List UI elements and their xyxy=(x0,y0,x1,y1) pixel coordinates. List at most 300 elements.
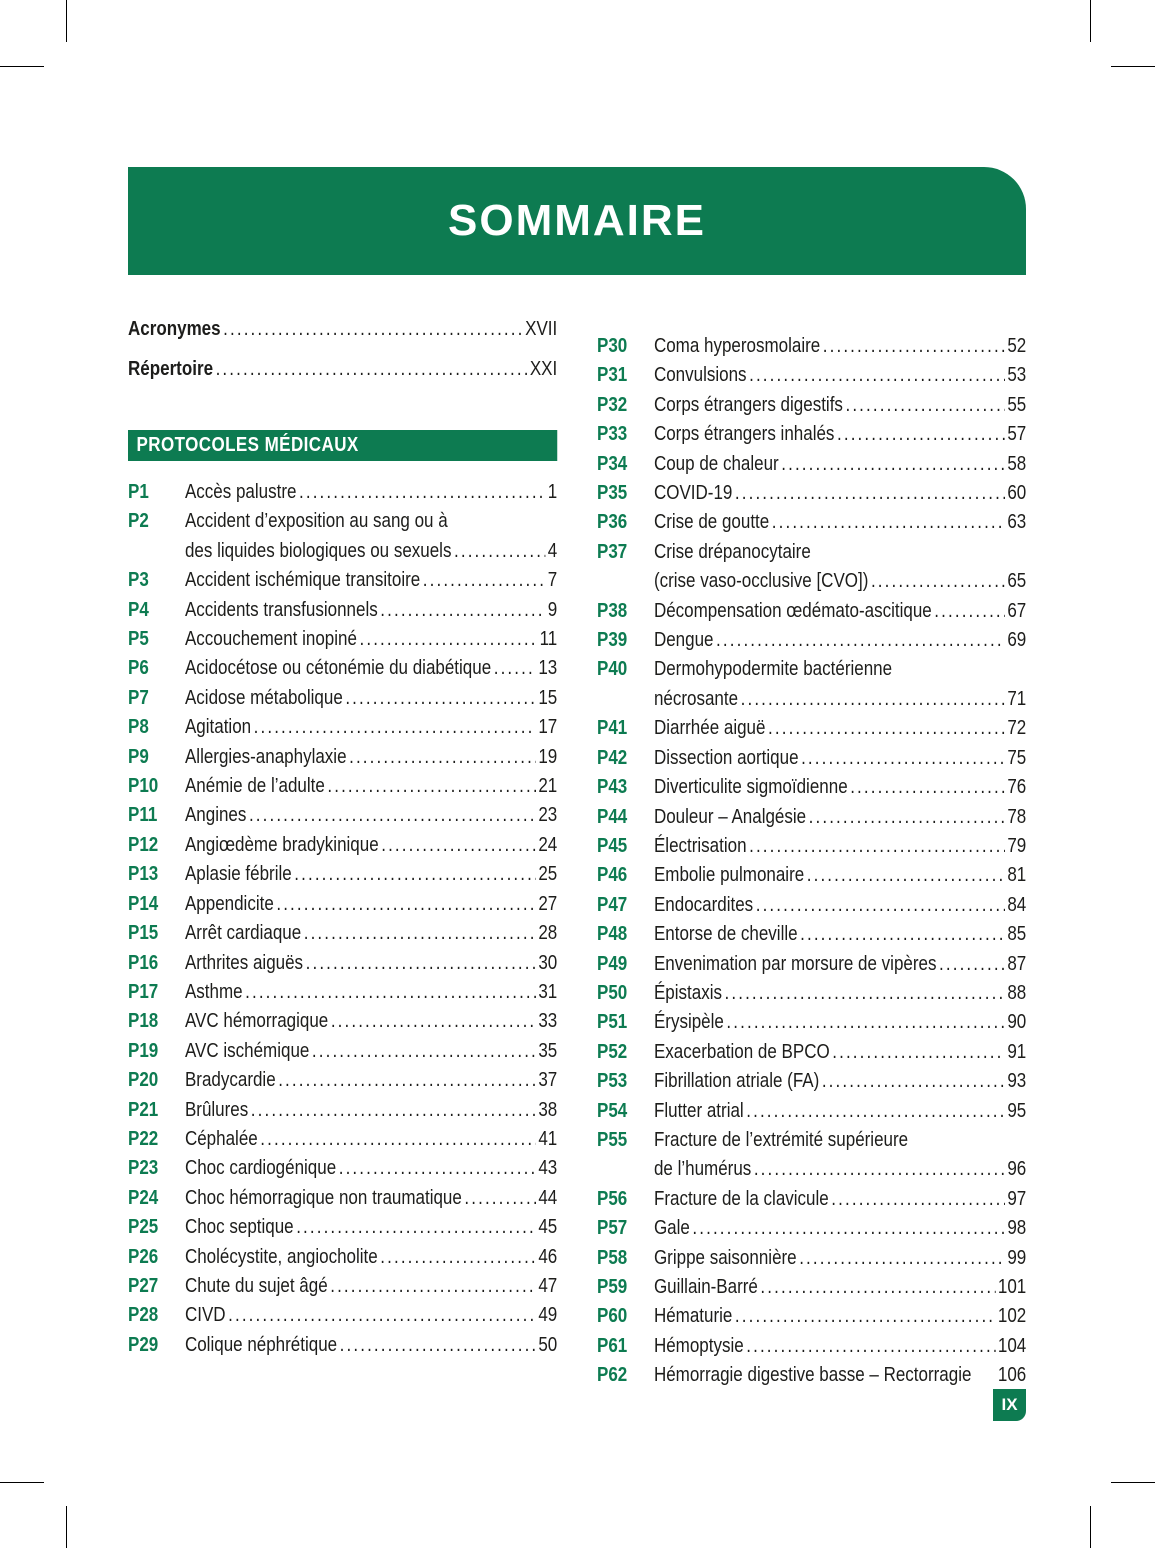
toc-entry-line xyxy=(597,773,1026,802)
toc-entry-line xyxy=(597,979,1026,1008)
protocol-number: P30 xyxy=(597,335,628,357)
toc-entry-line xyxy=(128,478,557,507)
crop-mark xyxy=(1090,1506,1091,1548)
dot-leader xyxy=(278,1066,536,1095)
dot-leader xyxy=(760,1273,995,1302)
toc-entry-line xyxy=(128,1243,557,1272)
entry-page-number: 93 xyxy=(1007,1070,1027,1093)
entry-page-number: 84 xyxy=(1007,893,1027,916)
header-banner xyxy=(128,167,1026,275)
section-banner xyxy=(128,430,557,461)
entry-title: Diarrhée aiguë xyxy=(653,717,766,740)
entry-page-number: 30 xyxy=(538,951,558,974)
entry-page-number: 7 xyxy=(547,569,558,592)
dot-leader xyxy=(294,860,536,889)
dot-leader xyxy=(725,979,1005,1008)
dot-leader xyxy=(934,597,1004,626)
toc-entry-line xyxy=(597,744,1026,773)
protocol-number: P51 xyxy=(597,1011,628,1034)
toc-entry-line xyxy=(128,890,557,919)
dot-leader xyxy=(330,1272,536,1301)
entry-page-number: 44 xyxy=(538,1186,558,1209)
toc-entry-line xyxy=(128,537,557,566)
entry-page-number: 33 xyxy=(538,1010,558,1033)
dot-leader xyxy=(756,891,1005,920)
entry-title: Coma hyperosmolaire xyxy=(653,335,821,357)
entry-page-number: 47 xyxy=(538,1274,558,1297)
dot-leader xyxy=(871,567,1005,596)
toc-entry-line xyxy=(597,450,1026,479)
protocol-number: P16 xyxy=(128,951,159,974)
entry-page-number: 46 xyxy=(538,1245,558,1268)
toc-entry-line xyxy=(128,1301,557,1330)
section-title: PROTOCOLES MÉDICAUX xyxy=(136,434,359,456)
protocol-number: P2 xyxy=(128,510,149,533)
toc-entry-line xyxy=(128,1331,557,1360)
toc-entry-line xyxy=(597,685,1026,714)
protocol-number: P46 xyxy=(597,864,628,887)
entry-title: Céphalée xyxy=(184,1127,258,1150)
toc-entry-line xyxy=(597,567,1026,596)
entry-title: des liquides biologiques ou sexuels xyxy=(184,539,452,562)
toc-entry-line xyxy=(128,1213,557,1242)
protocol-number: P55 xyxy=(597,1128,628,1151)
crop-mark xyxy=(1111,66,1155,67)
protocol-number: P14 xyxy=(128,892,159,915)
dot-leader xyxy=(735,479,1005,508)
dot-leader xyxy=(692,1214,1004,1243)
dot-leader xyxy=(845,391,1004,420)
crop-mark xyxy=(0,66,44,67)
dot-leader xyxy=(349,743,536,772)
dot-leader xyxy=(306,949,536,978)
protocol-number: P13 xyxy=(128,863,159,886)
entry-page-number: XXI xyxy=(529,358,558,380)
protocol-number: P57 xyxy=(597,1217,628,1240)
dot-leader xyxy=(822,1067,1005,1096)
entry-page-number: 31 xyxy=(538,980,558,1003)
toc-entry-line xyxy=(597,950,1026,979)
entry-page-number: 60 xyxy=(1007,482,1027,505)
dot-leader xyxy=(746,1332,995,1361)
protocol-number: P29 xyxy=(128,1333,159,1356)
entry-title: Guillain-Barré xyxy=(653,1276,758,1298)
dot-leader xyxy=(380,1243,536,1272)
protocol-number: P8 xyxy=(128,716,149,739)
front-matter-list xyxy=(128,315,557,395)
toc-entry-line xyxy=(597,891,1026,920)
dot-leader xyxy=(327,772,535,801)
entry-title: Embolie pulmonaire xyxy=(653,864,805,887)
toc-entry-line xyxy=(597,714,1026,743)
entry-title: Accidents transfusionnels xyxy=(184,598,378,621)
dot-leader xyxy=(781,450,1005,479)
entry-title: Envenimation par morsure de vipères xyxy=(653,952,937,975)
dot-leader xyxy=(228,1301,536,1330)
protocol-number: P9 xyxy=(128,745,149,768)
entry-title: AVC hémorragique xyxy=(184,1010,329,1033)
entry-title: Acidocétose ou cétonémie du diabétique xyxy=(184,657,492,680)
toc-entry-line xyxy=(128,654,557,683)
entry-title: Gale xyxy=(653,1217,690,1240)
entry-title: Acidose métabolique xyxy=(184,686,343,709)
entry-title: Chute du sujet âgé xyxy=(184,1274,328,1297)
toc-entry-line xyxy=(597,655,1026,684)
entry-page-number: 98 xyxy=(1007,1217,1027,1240)
entry-page-number: 41 xyxy=(538,1127,558,1150)
entry-title: Corps étrangers inhalés xyxy=(653,423,835,446)
entry-title: Anémie de l’adulte xyxy=(184,775,325,798)
dot-leader xyxy=(304,919,536,948)
toc-entry-line xyxy=(128,1007,557,1036)
entry-title: Grippe saisonnière xyxy=(653,1246,797,1269)
protocol-number: P15 xyxy=(128,922,159,945)
entry-title: Dermohypodermite bactérienne xyxy=(653,658,893,681)
protocol-number: P38 xyxy=(597,599,628,622)
toc-entry-line xyxy=(597,1185,1026,1214)
protocol-number: P21 xyxy=(128,1098,159,1121)
entry-page-number: 37 xyxy=(538,1069,558,1092)
entry-page-number: XVII xyxy=(525,318,558,340)
dot-leader xyxy=(423,566,545,595)
entry-title: Crise de goutte xyxy=(653,511,770,534)
entry-title: Hémorragie digestive basse – Rectorragie xyxy=(653,1364,972,1387)
dot-leader xyxy=(254,713,536,742)
toc-entry-line xyxy=(128,1154,557,1183)
entry-page-number: 67 xyxy=(1007,599,1027,622)
entry-title: AVC ischémique xyxy=(184,1039,310,1062)
entry-page-number: 90 xyxy=(1007,1011,1027,1034)
protocol-number: P60 xyxy=(597,1305,628,1328)
entry-page-number: 9 xyxy=(547,598,558,621)
front-matter-row xyxy=(128,315,557,355)
dot-leader xyxy=(249,801,536,830)
toc-entry-line xyxy=(597,832,1026,861)
entry-title: Diverticulite sigmoïdienne xyxy=(653,776,848,799)
toc-entry-line xyxy=(597,597,1026,626)
entry-page-number: 65 xyxy=(1007,570,1027,593)
protocol-number: P11 xyxy=(128,804,158,827)
protocol-number: P39 xyxy=(597,629,628,652)
toc-entry-line xyxy=(597,1244,1026,1273)
toc-entry-line xyxy=(597,391,1026,420)
dot-leader xyxy=(299,478,545,507)
entry-page-number: 27 xyxy=(538,892,558,915)
entry-title: Exacerbation de BPCO xyxy=(653,1040,830,1063)
entry-page-number: 19 xyxy=(538,745,558,768)
toc-entry-line xyxy=(128,625,557,654)
entry-title: Épistaxis xyxy=(653,981,722,1004)
dot-leader xyxy=(454,537,545,566)
entry-page-number: 15 xyxy=(538,686,558,709)
entry-page-number: 25 xyxy=(538,863,558,886)
dot-leader xyxy=(939,950,1005,979)
dot-leader xyxy=(741,685,1005,714)
entry-page-number: 78 xyxy=(1007,805,1027,828)
protocol-number: P40 xyxy=(597,658,628,681)
dot-leader xyxy=(380,596,545,625)
dot-leader xyxy=(331,1007,536,1036)
entry-title: Choc septique xyxy=(184,1216,294,1239)
toc-entry-line xyxy=(128,831,557,860)
protocol-number: P10 xyxy=(128,775,159,798)
dot-leader xyxy=(850,773,1005,802)
entry-page-number: 72 xyxy=(1007,717,1027,740)
toc-entry-line xyxy=(597,1038,1026,1067)
dot-leader xyxy=(746,1097,1005,1126)
entry-page-number: 4 xyxy=(547,539,558,562)
entry-page-number: 102 xyxy=(997,1305,1027,1328)
entry-page-number: 17 xyxy=(538,716,558,739)
toc-entry-line xyxy=(597,1097,1026,1126)
toc-entry-line xyxy=(597,1214,1026,1243)
dot-leader xyxy=(360,625,538,654)
toc-entry-line xyxy=(128,596,557,625)
entry-page-number: 79 xyxy=(1007,834,1027,857)
crop-mark xyxy=(66,0,67,42)
protocol-number: P25 xyxy=(128,1216,159,1239)
toc-entry-line xyxy=(597,508,1026,537)
dot-leader xyxy=(340,1331,536,1360)
dot-leader xyxy=(312,1037,536,1066)
protocol-number: P50 xyxy=(597,981,628,1004)
protocol-number: P53 xyxy=(597,1070,628,1093)
dot-leader xyxy=(749,361,1005,390)
toc-entry-line xyxy=(597,1126,1026,1155)
dot-leader xyxy=(245,978,536,1007)
entry-page-number: 55 xyxy=(1007,393,1027,416)
protocol-number: P6 xyxy=(128,657,149,680)
protocol-number: P31 xyxy=(597,364,628,387)
dot-leader xyxy=(754,1155,1005,1184)
protocol-number: P1 xyxy=(128,481,149,503)
entry-page-number: 35 xyxy=(538,1039,558,1062)
toc-entry-line xyxy=(128,566,557,595)
toc-entry-line xyxy=(597,1332,1026,1361)
entry-page-number: 95 xyxy=(1007,1099,1027,1122)
front-matter-label: Acronymes xyxy=(128,318,221,340)
entry-title: Accident d’exposition au sang ou à xyxy=(184,510,448,533)
entry-title: Érysipèle xyxy=(653,1011,724,1034)
dot-leader xyxy=(339,1154,536,1183)
protocol-number: P59 xyxy=(597,1276,628,1298)
dot-leader xyxy=(837,420,1005,449)
entry-title: COVID-19 xyxy=(653,482,733,505)
entry-title: Flutter atrial xyxy=(653,1099,744,1122)
dot-leader xyxy=(381,831,536,860)
entry-title: Hémoptysie xyxy=(653,1334,744,1357)
dot-leader xyxy=(464,1184,535,1213)
entry-page-number: 49 xyxy=(538,1304,558,1327)
entry-title: Accès palustre xyxy=(184,481,297,503)
entry-page-number: 45 xyxy=(538,1216,558,1239)
dot-leader xyxy=(345,684,535,713)
entry-title: Appendicite xyxy=(184,892,274,915)
dot-leader xyxy=(799,1244,1005,1273)
dot-leader xyxy=(823,332,1005,361)
page-number-badge: IX xyxy=(993,1389,1026,1421)
toc-entry-line xyxy=(597,1067,1026,1096)
entry-page-number: 97 xyxy=(1007,1187,1027,1210)
entry-title: Colique néphrétique xyxy=(184,1333,338,1356)
entry-page-number: 28 xyxy=(538,922,558,945)
dot-leader xyxy=(807,861,1005,890)
toc-entry-line xyxy=(128,772,557,801)
protocol-number: P23 xyxy=(128,1157,159,1180)
toc-entry-line xyxy=(128,949,557,978)
entry-page-number: 38 xyxy=(538,1098,558,1121)
dot-leader xyxy=(716,626,1005,655)
entry-page-number: 57 xyxy=(1007,423,1027,446)
entry-page-number: 99 xyxy=(1007,1246,1027,1269)
protocol-number: P62 xyxy=(597,1364,628,1387)
entry-page-number: 50 xyxy=(538,1333,558,1356)
entry-page-number: 85 xyxy=(1007,923,1027,946)
entry-title: Allergies-anaphylaxie xyxy=(184,745,347,768)
entry-page-number: 88 xyxy=(1007,981,1027,1004)
dot-leader xyxy=(831,1185,1004,1214)
toc-entries-right xyxy=(597,332,1026,1391)
protocol-number: P24 xyxy=(128,1186,159,1209)
dot-leader xyxy=(768,714,1005,743)
toc-entry-line xyxy=(597,1273,1026,1302)
entry-page-number: 96 xyxy=(1007,1158,1027,1181)
entry-title: Angines xyxy=(184,804,247,827)
entry-title: Électrisation xyxy=(653,834,747,857)
toc-entry-line xyxy=(597,538,1026,567)
entry-page-number: 76 xyxy=(1007,776,1027,799)
dot-leader xyxy=(749,832,1005,861)
dot-leader xyxy=(223,315,522,344)
entry-title: Aplasie fébrile xyxy=(184,863,292,886)
dot-leader xyxy=(735,1302,995,1331)
entry-title: Arrêt cardiaque xyxy=(184,922,302,945)
entry-title: Accident ischémique transitoire xyxy=(184,569,421,592)
protocol-number: P32 xyxy=(597,393,628,416)
entry-title: Brûlures xyxy=(184,1098,249,1121)
protocol-number: P27 xyxy=(128,1274,159,1297)
protocol-number: P5 xyxy=(128,628,149,651)
protocol-number: P37 xyxy=(597,540,628,563)
entry-title: de l’humérus xyxy=(653,1158,752,1181)
toc-entry-line xyxy=(597,920,1026,949)
entry-title: Angiœdème bradykinique xyxy=(184,833,379,856)
toc-entry-line xyxy=(597,1302,1026,1331)
toc-entry-line xyxy=(597,626,1026,655)
protocol-number: P41 xyxy=(597,717,628,740)
entry-page-number: 81 xyxy=(1007,864,1027,887)
entry-title: Arthrites aiguës xyxy=(184,951,304,974)
entry-title: Hématurie xyxy=(653,1305,733,1328)
toc-entry-line xyxy=(128,1096,557,1125)
entry-title: Dengue xyxy=(653,629,714,652)
toc-entry-line xyxy=(128,743,557,772)
protocol-number: P19 xyxy=(128,1039,159,1062)
dot-leader xyxy=(296,1213,536,1242)
dot-leader xyxy=(276,890,535,919)
protocol-number: P49 xyxy=(597,952,628,975)
protocol-number: P61 xyxy=(597,1334,628,1357)
toc-entry-line xyxy=(597,479,1026,508)
toc-entry-line xyxy=(128,1184,557,1213)
entry-title: Corps étrangers digestifs xyxy=(653,393,843,416)
entry-page-number: 69 xyxy=(1007,629,1027,652)
entry-title: Asthme xyxy=(184,980,243,1003)
toc-entry-line xyxy=(597,420,1026,449)
protocol-number: P12 xyxy=(128,833,159,856)
entry-title: Décompensation œdémato-ascitique xyxy=(653,599,932,622)
entry-page-number: 43 xyxy=(538,1157,558,1180)
dot-leader xyxy=(216,355,528,384)
entry-page-number: 52 xyxy=(1007,335,1027,357)
toc-entries-left xyxy=(128,478,557,1360)
toc-right-column xyxy=(597,315,1026,1391)
dot-leader xyxy=(801,744,1005,773)
entry-page-number: 75 xyxy=(1007,746,1027,769)
toc-entry-line xyxy=(128,1066,557,1095)
front-matter-label: Répertoire xyxy=(128,358,214,380)
protocol-number: P44 xyxy=(597,805,628,828)
toc-entry-line xyxy=(597,361,1026,390)
protocol-number: P52 xyxy=(597,1040,628,1063)
page-title: SOMMAIRE xyxy=(448,196,706,245)
toc-entry-line xyxy=(128,684,557,713)
toc-entry-line xyxy=(128,1272,557,1301)
entry-title: Douleur – Analgésie xyxy=(653,805,807,828)
crop-mark xyxy=(1090,0,1091,42)
entry-title: (crise vaso-occlusive [CVO]) xyxy=(653,570,869,593)
entry-title: Accouchement inopiné xyxy=(184,628,357,651)
protocol-number: P43 xyxy=(597,776,628,799)
dot-leader xyxy=(494,654,536,683)
toc-entry-line xyxy=(128,919,557,948)
entry-page-number: 23 xyxy=(538,804,558,827)
protocol-number: P48 xyxy=(597,923,628,946)
entry-title: Agitation xyxy=(184,716,252,739)
entry-page-number: 1 xyxy=(547,481,558,503)
protocol-number: P58 xyxy=(597,1246,628,1269)
entry-page-number: 91 xyxy=(1007,1040,1027,1063)
protocol-number: P45 xyxy=(597,834,628,857)
protocol-number: P33 xyxy=(597,423,628,446)
dot-leader xyxy=(726,1008,1004,1037)
crop-mark xyxy=(0,1482,44,1483)
entry-title: Crise drépanocytaire xyxy=(653,540,811,563)
entry-title: Fracture de l’extrémité supérieure xyxy=(653,1128,909,1151)
entry-title: Dissection aortique xyxy=(653,746,799,769)
toc-entry-line xyxy=(128,713,557,742)
entry-page-number: 11 xyxy=(539,628,558,651)
dot-leader xyxy=(772,508,1005,537)
entry-title: Fibrillation atriale (FA) xyxy=(653,1070,820,1093)
entry-page-number: 71 xyxy=(1007,687,1027,710)
toc-entry-line xyxy=(128,801,557,830)
entry-title: Entorse de cheville xyxy=(653,923,798,946)
entry-title: Cholécystite, angiocholite xyxy=(184,1245,378,1268)
protocol-number: P34 xyxy=(597,452,628,475)
protocol-number: P4 xyxy=(128,598,149,621)
entry-page-number: 87 xyxy=(1007,952,1027,975)
entry-page-number: 24 xyxy=(538,833,558,856)
protocol-number: P56 xyxy=(597,1187,628,1210)
toc-entry-line xyxy=(128,978,557,1007)
protocol-number: P18 xyxy=(128,1010,159,1033)
protocol-number: P26 xyxy=(128,1245,159,1268)
dot-leader xyxy=(809,803,1005,832)
protocol-number: P28 xyxy=(128,1304,159,1327)
front-matter-row xyxy=(128,355,557,395)
protocol-number: P35 xyxy=(597,482,628,505)
